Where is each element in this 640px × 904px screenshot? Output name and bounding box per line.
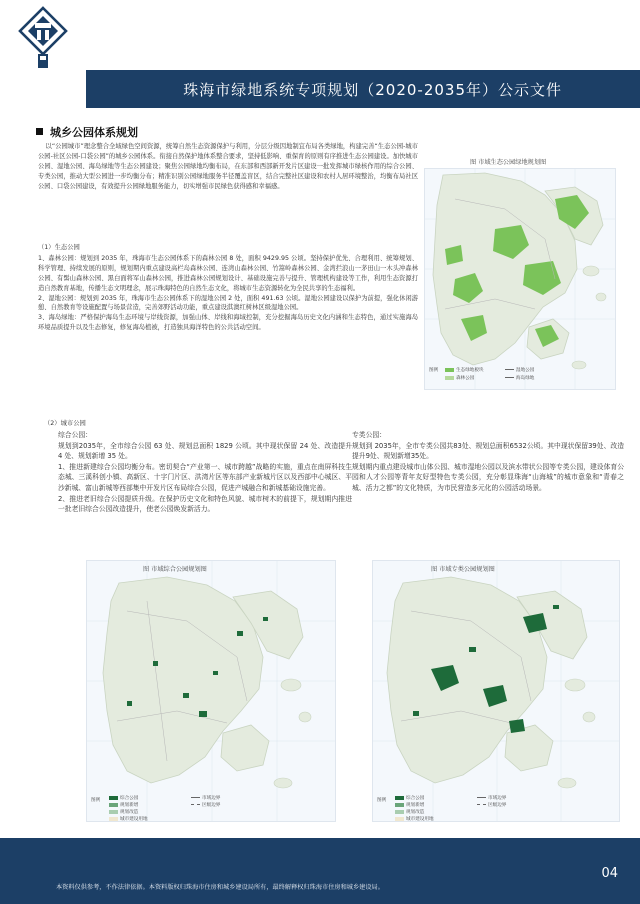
legend-item: 区级边界 xyxy=(488,803,507,808)
legend-item: 规划新增 xyxy=(406,803,425,808)
document-title: 珠海市绿地系统专项规划（2020-2035年）公示文件 xyxy=(183,81,562,99)
legend-item: 规划改造 xyxy=(406,810,425,815)
footer-bar xyxy=(0,838,640,904)
legend-swatch-icon xyxy=(109,803,118,807)
comprehensive-map-legend xyxy=(91,795,333,821)
eco-item-forest: 1、森林公园：规划到 2035 年，珠海市生态公园体系下的森林公园 8 处，面积 9429.95 公顷。坚持保护优先、合理利用、统筹规划、科学管理、持续发展的原则，规划期内重点建设高栏岛森林公园、连湾山森林公园、竹篙岭森林公园、金湾拦浪山一茅田山一木头冲森林公园、有髻山森林公园、黑白面将军山森林公园，推进森林公园规划设计、基础设施完善与提升、管理机构建设等工作，利用生态资源打造自然教育基地，传播生态文明理念，展示珠海特色的自然生态文化，将城市生态资源转化为全民共享的生态福利。 xyxy=(38,254,418,292)
legend-swatch-icon xyxy=(109,810,118,814)
eco-park-map xyxy=(424,168,616,390)
comprehensive-line: 2、推进老旧综合公园提质升级。在保护历史文化和特色风貌、城市树木的前提下，规划期内推进一批老旧综合公园改造提升，使老公园焕发新活力。 xyxy=(58,494,352,514)
legend-item: 海岛绿地 xyxy=(516,376,535,381)
special-title: 专类公园： xyxy=(352,431,386,439)
legend-item: 规划新增 xyxy=(120,803,139,808)
comprehensive-park-map xyxy=(86,560,336,822)
legend-item: 综合公园 xyxy=(120,796,139,801)
eco-map-legend xyxy=(429,367,613,389)
legend-item: 市域边界 xyxy=(488,796,507,801)
legend-label: 图例 xyxy=(429,368,439,373)
section-heading xyxy=(36,124,138,140)
footer-disclaimer: 本资料仅供参考，不作法律依据。本资料版权归珠海市住房和城乡建设局所有，最终解释权归珠海市住房和城乡建设局。 xyxy=(56,884,384,891)
special-park-block xyxy=(352,430,624,494)
comprehensive-line: 规划到2035年，全市综合公园 63 处、规划总面积 1829 公顷。其中现状保留 24 处、改造提升 4 处、规划新增 35 处。 xyxy=(58,441,352,461)
special-line: 规划到 2035年，全市专类公园共83处、规划总面积6532公顷。其中现状保留39处、改造提升9处、规划新增35处。 xyxy=(352,441,624,461)
legend-item: 生态绿地板块 xyxy=(456,368,484,373)
legend-swatch-icon xyxy=(395,817,404,821)
legend-swatch-icon xyxy=(395,810,404,814)
eco-item-wetland: 2、湿地公园：规划到 2035 年，珠海市生态公园体系下的湿地公园 2 处，面积 491.63 公顷。湿地公园建设以保护为前提，强化休闲游憩、自然教育等设施配置与场景营造，完善郊野活动功能，重点建设淇澳红树林区级湿地公园。 xyxy=(38,294,418,312)
legend-item: 规划改造 xyxy=(120,810,139,815)
intro-text: 以“公园城市”理念整合全域绿色空间资源，统筹自然生态资源保护与利用，分层分级因地制宜布局各类绿地，构建完善“生态公园-城市公园-社区公园-口袋公园”的城乡公园体系。衔接自然保护地体系整合要求，坚持低影响、重保育的原则有序推进生态公园建设。加快城市公园、湿地公园、海岛绿地等生态公园建设；聚焦公园绿地均衡布局，在东部和西部新开发片区建设一批发挥城市绿核作用的综合公园、专类公园，推动大型公园进一步均衡分布；精准识别公园绿地服务半径覆盖盲区，结合完整社区建设和农村人居环境整治，均衡布局社区公园、口袋公园建设，有效提升公园绿地服务能力，切实增强市民绿色获得感和幸福感。 xyxy=(38,143,418,190)
city-park-heading-block xyxy=(44,419,344,429)
legend-swatch-icon xyxy=(395,803,404,807)
section-title: 城乡公园体系规划 xyxy=(50,126,138,139)
legend-item: 综合公园 xyxy=(406,796,425,801)
square-bullet-icon xyxy=(36,128,43,135)
special-map-caption: 图 市域专类公园规划图 xyxy=(431,566,495,573)
comprehensive-map-caption: 图 市域综合公园规划图 xyxy=(143,566,207,573)
legend-line-icon xyxy=(477,804,486,805)
legend-item: 区级边界 xyxy=(202,803,221,808)
legend-swatch-icon xyxy=(109,796,118,800)
comprehensive-title: 综合公园： xyxy=(58,431,92,439)
legend-swatch-icon xyxy=(109,817,118,821)
special-map-legend xyxy=(377,795,617,821)
legend-swatch-icon xyxy=(395,796,404,800)
intro-paragraph xyxy=(38,142,418,192)
legend-line-icon xyxy=(505,369,514,370)
eco-park-block xyxy=(38,243,418,333)
comprehensive-park-block xyxy=(58,430,352,515)
comprehensive-line: 1、推进新建综合公园均衡分布。密切契合“产业第一、城市跨越”战略的实施，重点在南屏科技生态城、三溪科创小镇、高新区、十字门片区、洪湾片区等东部产业新城片区以及西部中心城区、平沙新城、富山新城等西部集中开发片区布局综合公园，促进产城融合和新城基础设施完善。 xyxy=(58,462,352,492)
legend-item: 市域边界 xyxy=(202,796,221,801)
page-number: 04 xyxy=(601,866,618,881)
legend-line-icon xyxy=(191,804,200,805)
eco-map-caption: 图 市域生态公园绿地规划图 xyxy=(470,159,547,166)
legend-label: 图例 xyxy=(377,798,387,803)
legend-line-icon xyxy=(477,797,486,798)
legend-item: 湿地公园 xyxy=(516,368,535,373)
special-park-map xyxy=(372,560,620,822)
title-bar xyxy=(86,70,640,108)
legend-line-icon xyxy=(505,377,514,378)
emblem-logo xyxy=(18,6,68,70)
city-heading: （2）城市公园 xyxy=(44,420,86,427)
legend-item: 城市建设用地 xyxy=(406,817,434,822)
eco-item-island: 3、海岛绿地：严格保护海岛生态环境与岸线资源，加强山体、岸线和海域控制，充分挖掘海岛历史文化内涵和生态特色，通过实施海岛环境品质提升以及生态修复，修复海岛植被，打造独具海洋特色的公共活动空间。 xyxy=(38,314,418,332)
legend-swatch-icon xyxy=(445,376,454,380)
eco-heading: （1）生态公园 xyxy=(38,244,80,251)
special-line: 规划期内重点建设城市山体公园、城市湿地公园以及滨水带状公园等专类公园，建设体育公园和人才公园等青年友好型特色专类公园，充分彰显珠海“山海城”的城市意象和“青春之城、活力之都”的文化特质，为市民营造多元化的公园活动场景。 xyxy=(352,462,624,492)
legend-item: 森林公园 xyxy=(456,376,475,381)
legend-item: 城市建设用地 xyxy=(120,817,148,822)
legend-line-icon xyxy=(191,797,200,798)
legend-label: 图例 xyxy=(91,798,101,803)
legend-swatch-icon xyxy=(445,368,454,372)
